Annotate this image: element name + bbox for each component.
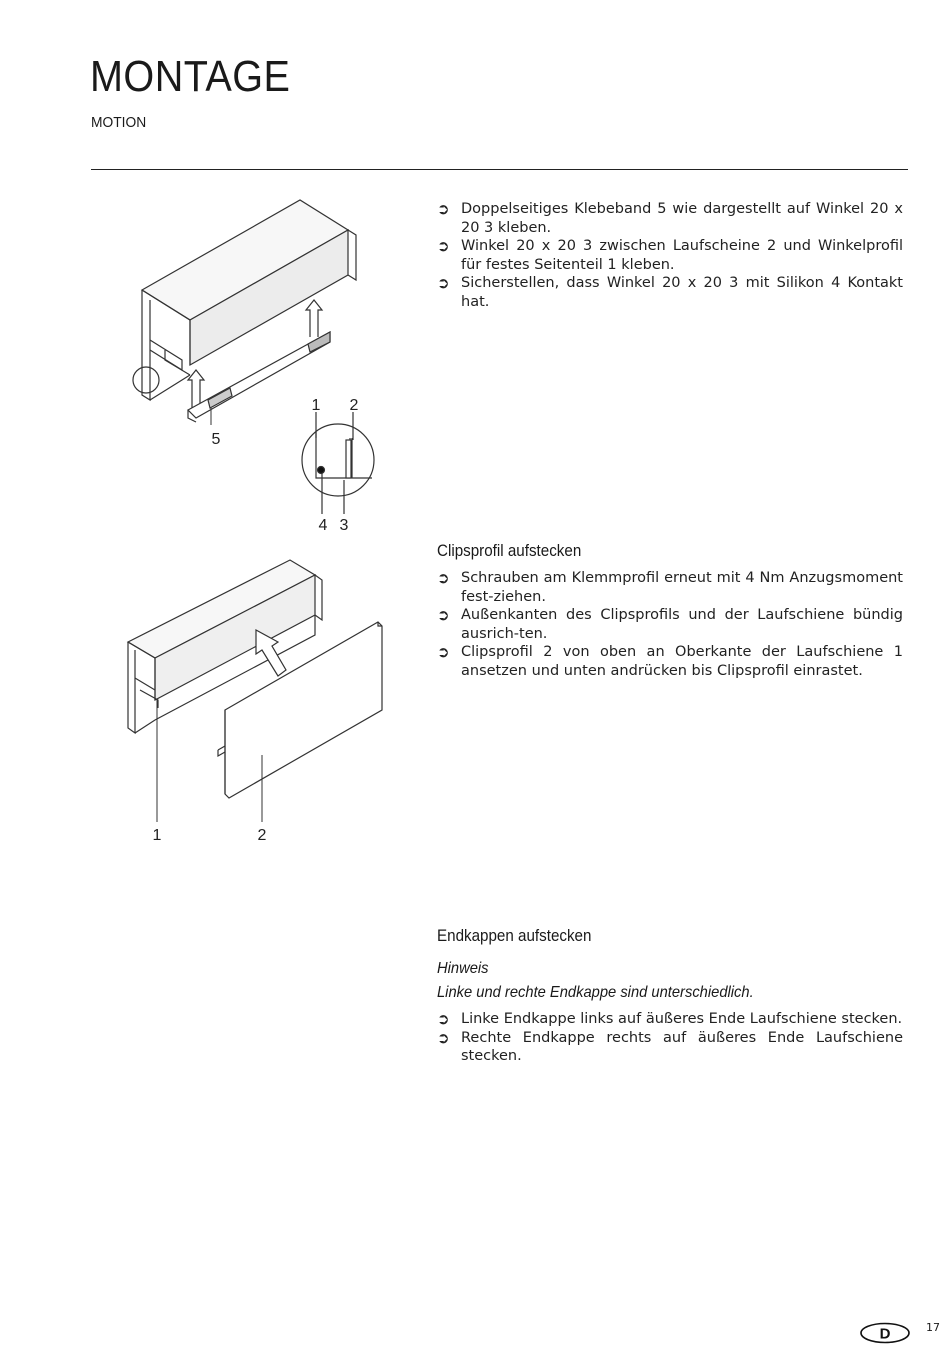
note-label: Hinweis xyxy=(437,960,489,977)
arrow-right-circle-icon: ➲ xyxy=(437,1028,450,1047)
language-badge xyxy=(859,1322,911,1344)
section-heading: Endkappen aufstecken xyxy=(437,927,592,945)
header-divider xyxy=(91,169,908,170)
label-clip: 2 xyxy=(257,827,267,844)
section-heading: Clipsprofil aufstecken xyxy=(437,542,582,560)
note-text: Linke und rechte Endkappe sind unterschiedlich. xyxy=(437,984,754,1001)
step-item: ➲ Linke Endkappe links auf äußeres Ende Laufschiene stecken. xyxy=(437,1010,903,1028)
figure-tape-mounting xyxy=(120,190,400,540)
label-detail-4: 4 xyxy=(318,517,328,534)
step-item: ➲ Doppelseitiges Klebeband 5 wie dargestellt auf Winkel 20 x 20 3 kleben. xyxy=(437,200,903,236)
page-subtitle: MOTION xyxy=(91,114,147,131)
section-clip-instructions xyxy=(437,542,903,680)
arrow-right-circle-icon: ➲ xyxy=(437,643,450,661)
step-item: ➲ Schrauben am Klemmprofil erneut mit 4 Nm Anzugsmoment fest-ziehen. xyxy=(437,569,903,605)
arrow-right-circle-icon: ➲ xyxy=(437,274,450,292)
arrow-right-circle-icon: ➲ xyxy=(437,1010,450,1028)
arrow-right-circle-icon: ➲ xyxy=(437,237,450,255)
figure-clip-profile xyxy=(110,550,400,850)
label-rail: 1 xyxy=(152,827,162,844)
step-item: ➲ Rechte Endkappe rechts auf äußeres Ende Laufschiene stecken. xyxy=(437,1028,903,1064)
language-badge-text: D xyxy=(879,1325,891,1343)
step-item: ➲ Außenkanten des Clipsprofils und der Laufschiene bündig ausrich-ten. xyxy=(437,606,903,642)
page-number: 17 xyxy=(926,1321,940,1334)
label-tape: 5 xyxy=(211,431,221,448)
step-item: ➲ Sicherstellen, dass Winkel 20 x 20 3 mit Silikon 4 Kontakt hat. xyxy=(437,274,903,310)
step-item: ➲ Winkel 20 x 20 3 zwischen Laufscheine 2 und Winkelprofil für festes Seitenteil 1 kleben. xyxy=(437,237,903,273)
step-item: ➲ Clipsprofil 2 von oben an Oberkante der Laufschiene 1 ansetzen und unten andrücken bis Clipsprofil einrastet. xyxy=(437,643,903,679)
arrow-right-circle-icon: ➲ xyxy=(437,569,450,587)
label-detail-2: 2 xyxy=(349,397,359,414)
page-title: MONTAGE xyxy=(90,52,291,101)
section-tape-instructions xyxy=(437,200,903,311)
arrow-right-circle-icon: ➲ xyxy=(437,606,450,624)
section-endcap-instructions xyxy=(437,927,903,1066)
label-detail-3: 3 xyxy=(339,517,349,534)
label-detail-1: 1 xyxy=(311,397,321,414)
arrow-right-circle-icon: ➲ xyxy=(437,200,450,218)
